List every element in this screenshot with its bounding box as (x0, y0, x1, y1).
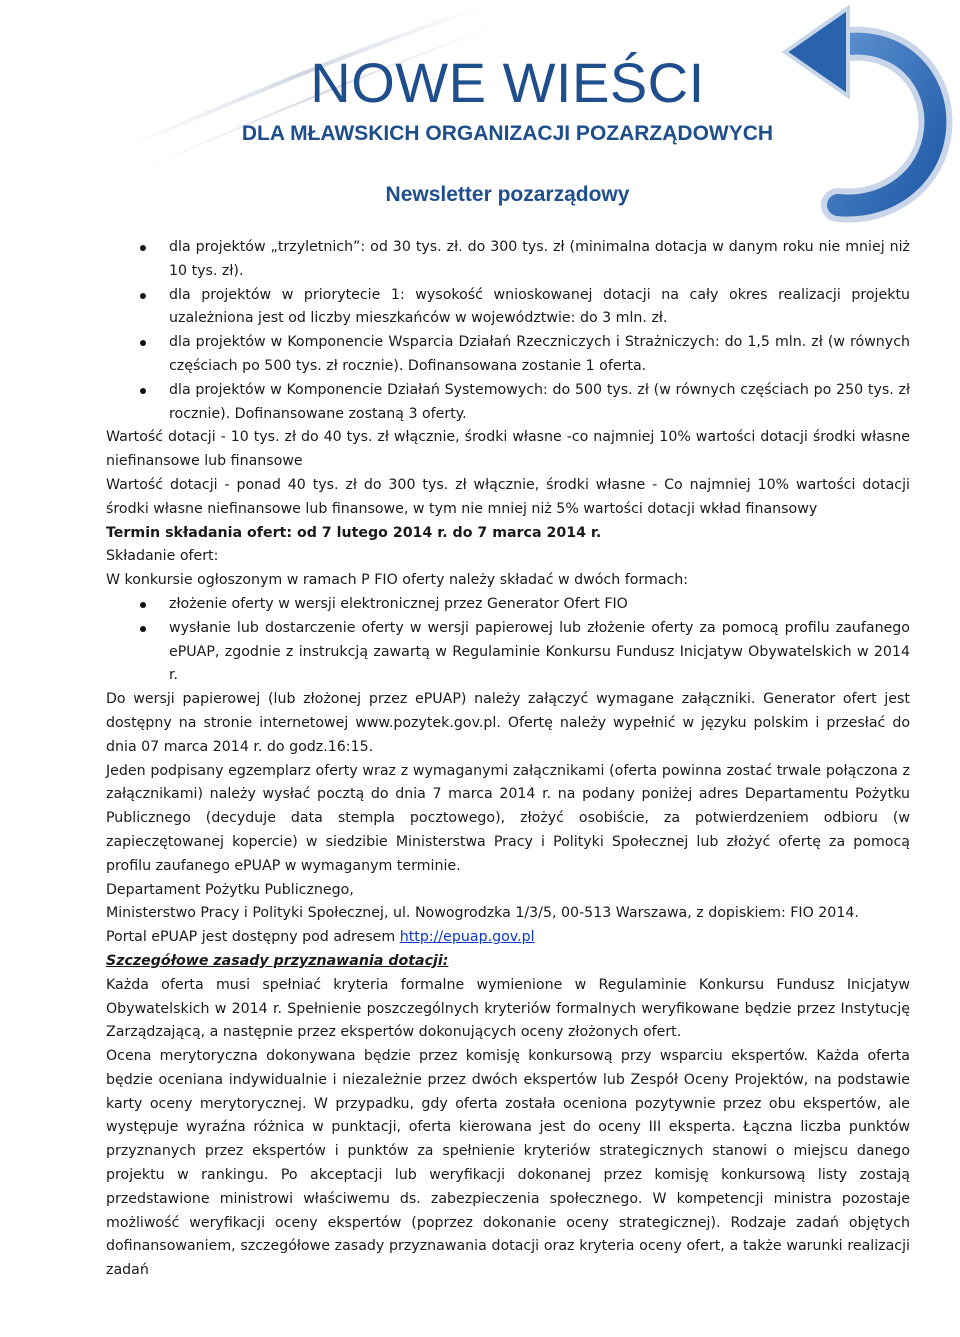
address-line-2: Ministerstwo Pracy i Polityki Społecznej, ul. Nowogrodzka 1/3/5, 00-513 Warszawa, z dopiskiem: FIO 2014. (106, 905, 859, 922)
signed-copy-paragraph: Jeden podpisany egzemplarz oferty wraz z wymaganymi załącznikami (oferta powinna zostać trwale połączona z załącznikami) należy wysłać pocztą do dnia 7 marca 2014 r. na podany poniżej adres Departamentu Pożytku Publicznego (decyduje data stempla pocztowego), złożyć osobiście, za potwierdzeniem odbioru (w zapieczętowanej kopercie) w siedzibie Ministerstwa Pracy i Polityki Społecznej lub złożyć ofertę za pomocą profilu zaufanego ePUAP w wymaganym terminie. (106, 762, 910, 874)
portal-paragraph (106, 926, 910, 950)
formal-criteria-paragraph: Każda oferta musi spełniać kryteria formalne wymienione w Regulaminie Konkursu Fundusz Inicjatyw Obywatelskich w 2014 r. Spełnienie poszczególnych kryteriów formalnych weryfikowane będzie przez Instytucję Zarządzającą, a następnie przez ekspertów dokonujących oceny złożonych ofert. (106, 976, 910, 1041)
newsletter-label: Newsletter pozarządowy (385, 183, 630, 206)
list-item: wysłanie lub dostarczenie oferty w wersji papierowej lub złożenie oferty za pomocą profilu zaufanego ePUAP, zgodnie z instrukcją zawartą w Regulaminie Konkursu Fundusz Inicjatyw Obywatelskich w 2014 r. (106, 617, 910, 688)
article-body (106, 236, 910, 1283)
submission-intro: W konkursie ogłoszonym w ramach P FIO oferty należy składać w dwóch formach: (106, 572, 689, 589)
newsletter-header (0, 0, 960, 225)
portal-text: Portal ePUAP jest dostępny pod adresem (106, 929, 400, 946)
grant-value-large: Wartość dotacji - ponad 40 tys. zł do 300 tys. zł włącznie, środki własne - Co najmniej 10% wartości dotacji środki własne niefinansowe lub finansowe, w tym nie mniej niż 5% wartości dotacji wkład finansowy (106, 476, 910, 517)
submission-heading: Składanie ofert: (106, 548, 219, 565)
newsletter-subtitle: DLA MŁAWSKICH ORGANIZACJI POZARZĄDOWYCH (241, 122, 774, 145)
epuap-link[interactable]: http://epuap.gov.pl (399, 929, 535, 946)
deadline: Termin składania ofert: od 7 lutego 2014 r. do 7 marca 2014 r. (106, 524, 602, 541)
list-item: dla projektów „trzyletnich”: od 30 tys. zł. do 300 tys. zł (minimalna dotacja w danym roku nie mniej niż 10 tys. zł). (106, 236, 910, 284)
rules-heading: Szczegółowe zasady przyznawania dotacji: (106, 952, 449, 969)
submission-list (106, 593, 910, 688)
newsletter-title: NOWE WIEŚCI (310, 51, 705, 114)
list-item: dla projektów w Komponencie Wsparcia Działań Rzeczniczych i Strażniczych: do 1,5 mln. zł (w równych częściach po 500 tys. zł rocznie). Dofinansowana zostanie 1 oferta. (106, 331, 910, 379)
list-item: dla projektów w priorytecie 1: wysokość wnioskowanej dotacji na cały okres realizacji projektu uzależniona jest od liczby mieszkańców w województwie: do 3 mln. zł. (106, 284, 910, 332)
funding-list (106, 236, 910, 426)
address-line-1: Departament Pożytku Publicznego, (106, 881, 354, 898)
paper-version-paragraph: Do wersji papierowej (lub złożonej przez ePUAP) należy załączyć wymagane załączniki. Generator ofert jest dostępny na stronie internetowej www.pozytek.gov.pl. Ofertę należy wypełnić w języku polskim i przesłać do dnia 07 marca 2014 r. do godz.16:15. (106, 691, 910, 755)
list-item: dla projektów w Komponencie Działań Systemowych: do 500 tys. zł (w równych częściach po 250 tys. zł rocznie). Dofinansowane zostaną 3 oferty. (106, 379, 910, 427)
list-item: złożenie oferty w wersji elektronicznej przez Generator Ofert FIO (106, 593, 910, 617)
merit-evaluation-paragraph: Ocena merytoryczna dokonywana będzie przez komisję konkursową przy wsparciu ekspertów. Każda oferta będzie oceniana indywidualnie i niezależnie przez dwóch ekspertów lub Zespół Oceny Projektów, na podstawie karty oceny merytorycznej. W przypadku, gdy oferta została oceniona pozytywnie przez obu ekspertów, ale występuje wyraźna różnica w punktacji, oferta kierowana jest do oceny III eksperta. Łączna liczba punktów przyznanych przez ekspertów i punktów za spełnienie kryteriów strategicznych stanowi o miejscu danego projektu w rankingu. Po akceptacji lub weryfikacji dokonanej przez komisję konkursową listy zostają przedstawione ministrowi właściwemu ds. zabezpieczenia społecznego. W kompetencji ministra pozostaje możliwość weryfikacji oceny ekspertów (poprzez dokonanie oceny strategicznej). Rodzaje zadań objętych dofinansowaniem, szczegółowe zasady przyznawania dotacji oraz kryteria oceny ofert, a także warunki realizacji zadań (106, 1048, 910, 1279)
grant-value-small: Wartość dotacji - 10 tys. zł do 40 tys. zł włącznie, środki własne -co najmniej 10% wartości dotacji środki własne niefinansowe lub finansowe (106, 429, 910, 470)
